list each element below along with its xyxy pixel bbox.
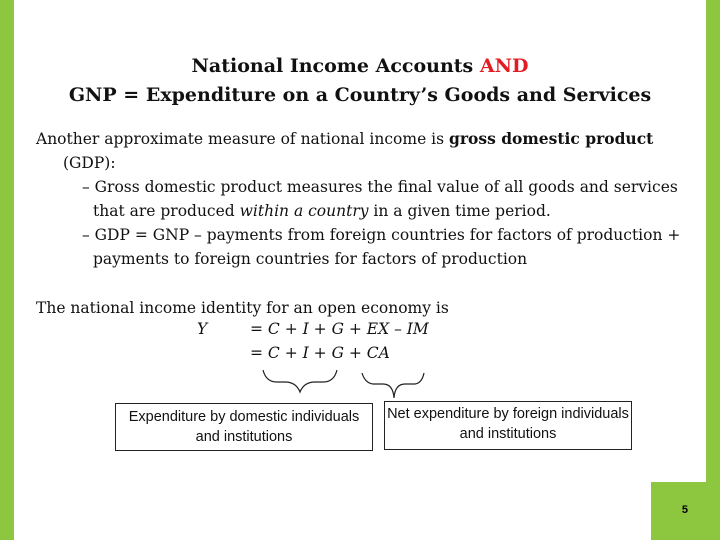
bullet-1-end: in a given time period. [368, 202, 551, 220]
title-line-2: GNP = Expenditure on a Country’s Goods and Services [68, 84, 652, 106]
gdp-abbrev: (GDP): [63, 154, 116, 172]
equation-lhs: Y [197, 320, 208, 338]
title-highlight: AND [479, 55, 529, 77]
equation-line-2: = C + I + G + CA [250, 344, 390, 362]
equation-line-1: = C + I + G + EX – IM [250, 320, 429, 338]
bullet-1-emphasis: within a country [239, 202, 369, 220]
page-number-box [651, 482, 720, 540]
page-number: 5 [681, 504, 688, 516]
foreign-brace [362, 373, 424, 398]
title-line-1-text: National Income Accounts [191, 55, 480, 77]
domestic-expenditure-box: Expenditure by domestic individuals and institutions [115, 403, 373, 451]
identity-intro: The national income identity for an open economy is [36, 299, 449, 317]
gdp-definition-text: Another approximate measure of national income is [36, 130, 450, 148]
gdp-term: gross domestic product [449, 129, 654, 148]
bullet-gdp-formula: – GDP = GNP – payments from foreign countries for factors of production + payments to foreign countries for factors of production [82, 226, 681, 268]
bullet-1-text: – Gross domestic product measures the final value of all goods and services that are produced [82, 178, 678, 220]
foreign-expenditure-box: Net expenditure by foreign individuals and institutions [384, 401, 632, 450]
domestic-brace [263, 370, 337, 392]
